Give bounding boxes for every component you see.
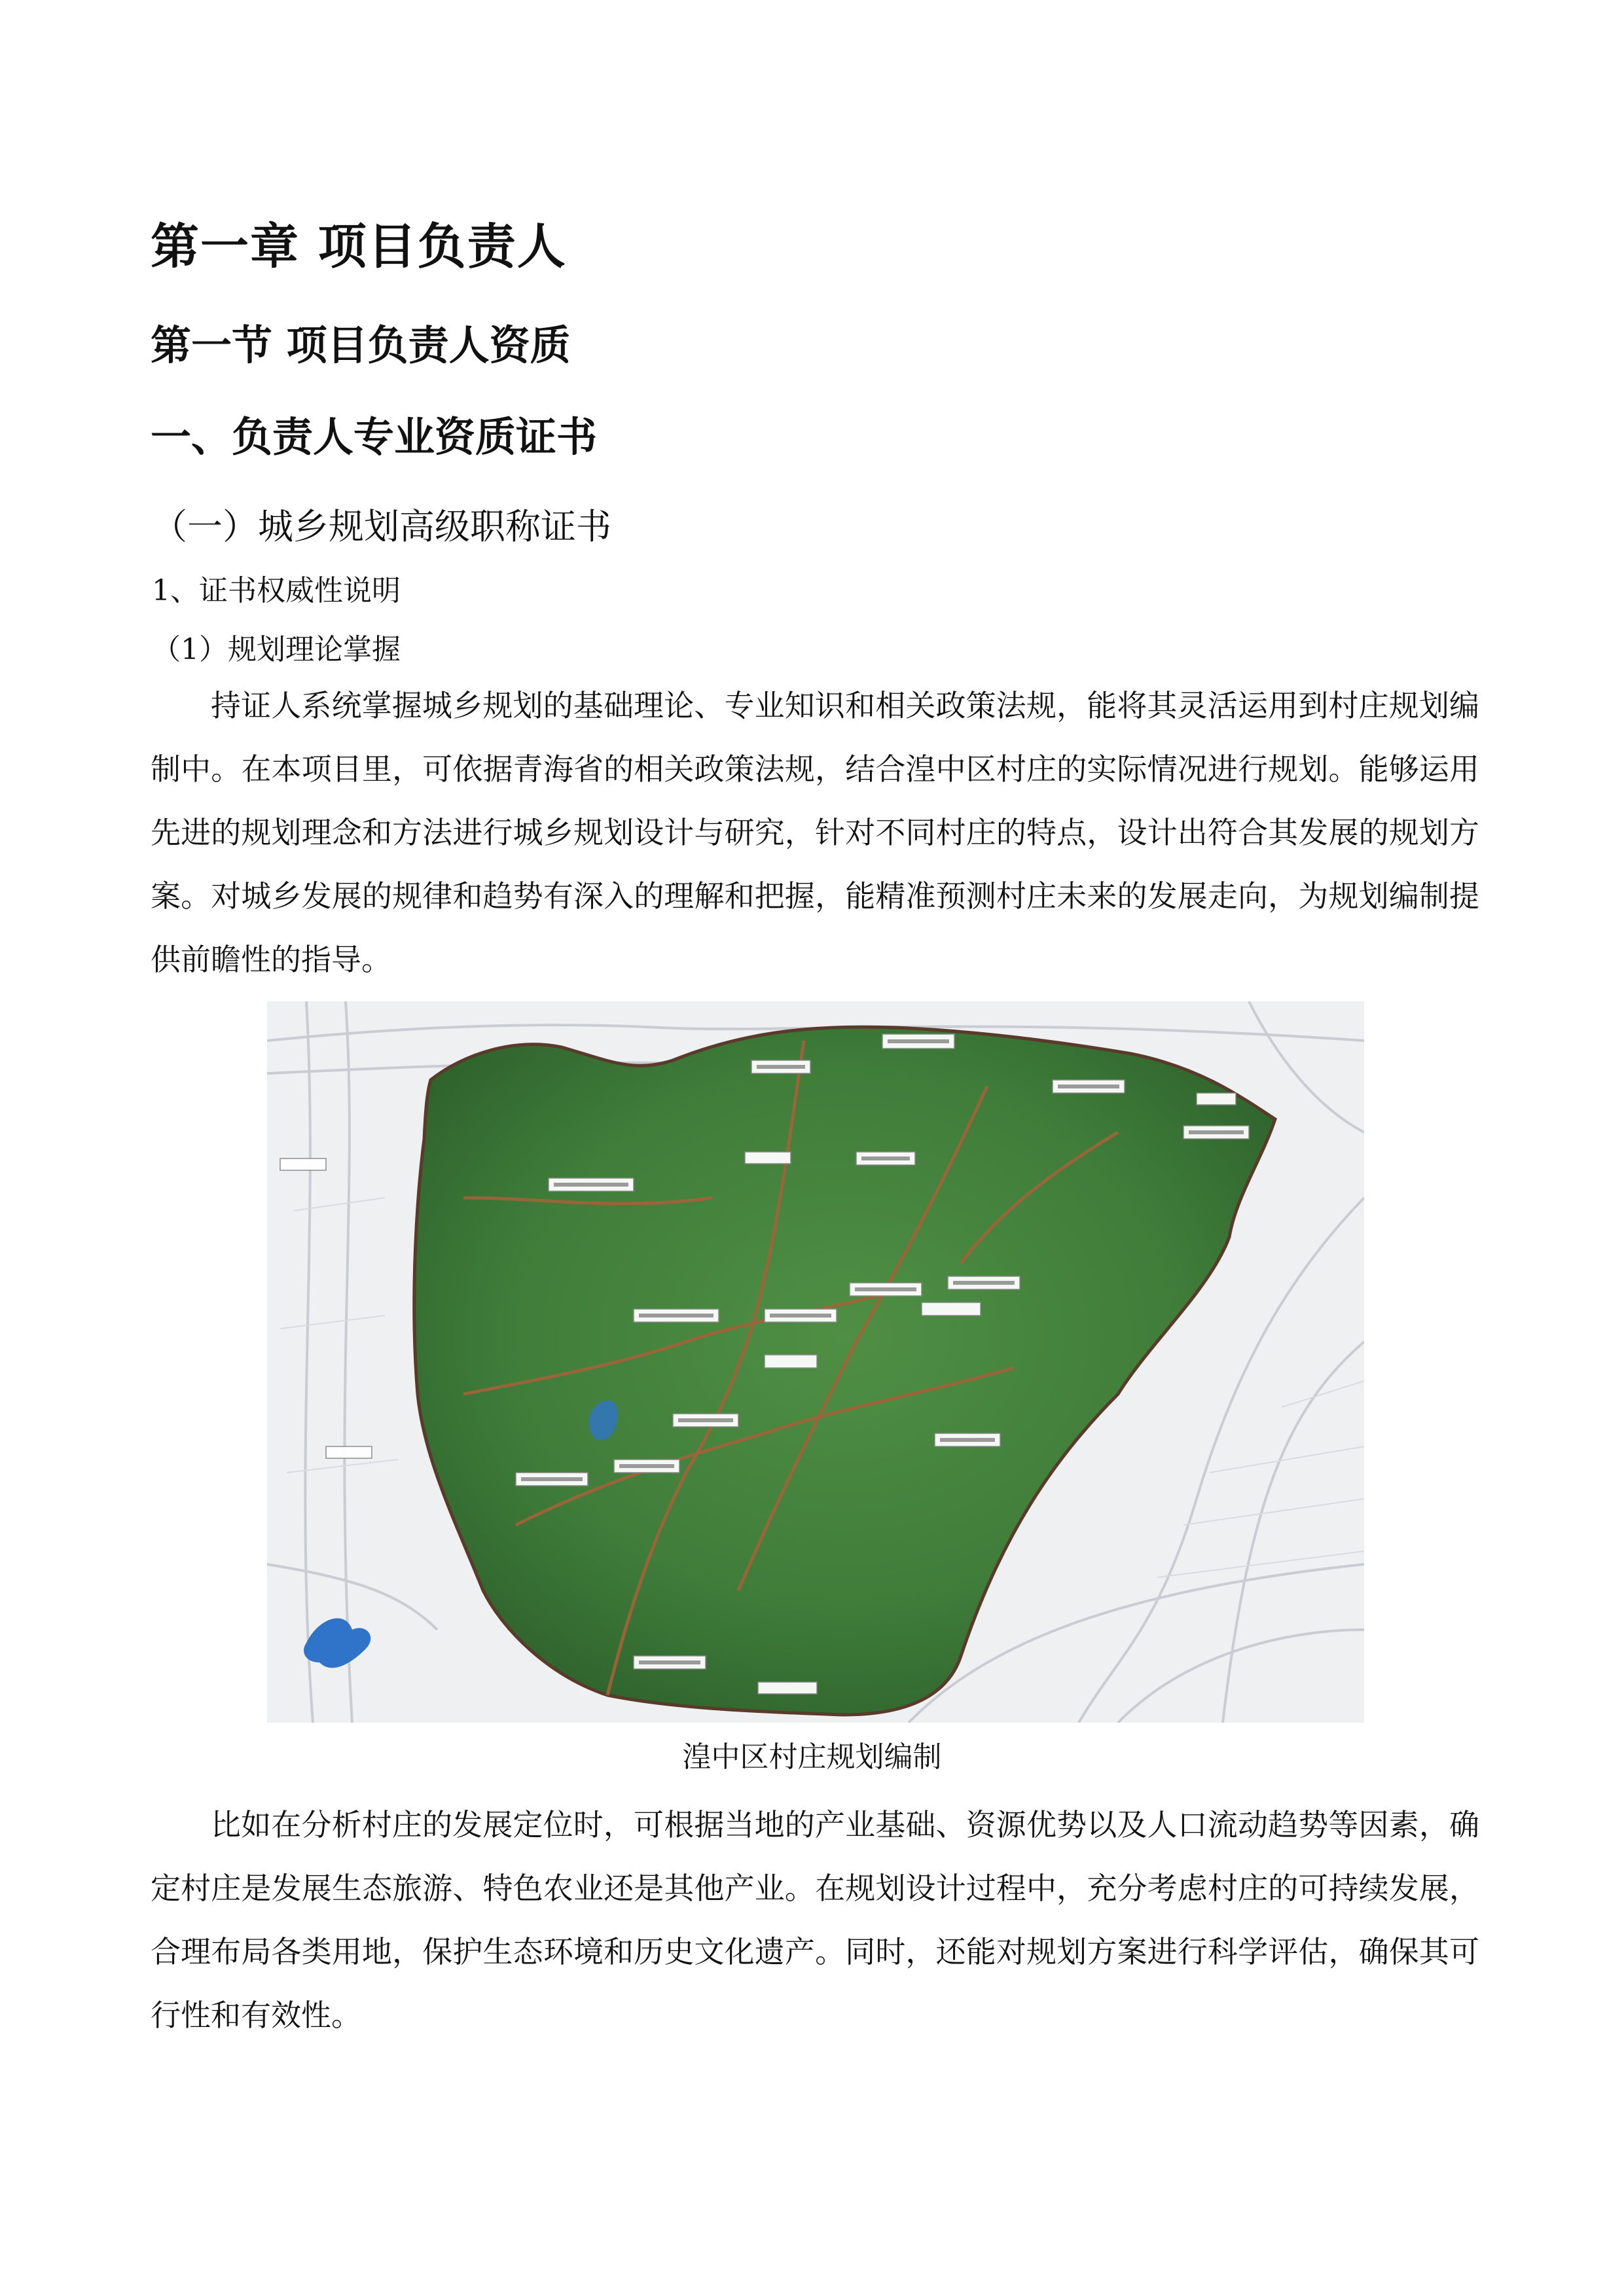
chapter-title: 第一章 项目负责人 (151, 219, 567, 275)
village-planning-map (267, 1001, 1364, 1723)
subitem-title: 1、证书权威性说明 (152, 574, 401, 607)
point-title: （1）规划理论掌握 (152, 633, 401, 666)
figure-caption: 湟中区村庄规划编制 (682, 1740, 942, 1774)
section-title: 第一节 项目负责人资质 (151, 321, 571, 369)
paragraph-development-positioning: 比如在分析村庄的发展定位时，可根据当地的产业基础、资源优势以及人口流动趋势等因素，确定村庄是发展生态旅游、特色农业还是其他产业。在规划设计过程中，充分考虑村庄的可持续发展，合理布局各类用地，保护生态环境和历史文化遗产。同时，还能对规划方案进行科学评估，确保其可行性和有效性。 (151, 1807, 1479, 2033)
paragraph-planning-theory: 持证人系统掌握城乡规划的基础理论、专业知识和相关政策法规，能将其灵活运用到村庄规划编制中。在本项目里，可依据青海省的相关政策法规，结合湟中区村庄的实际情况进行规划。能够运用先进的规划理念和方法进行城乡规划设计与研究，针对不同村庄的特点，设计出符合其发展的规划方案。对城乡发展的规律和趋势有深入的理解和把握，能精准预测村庄未来的发展走向，为规划编制提供前瞻性的指导。 (151, 688, 1479, 977)
item-title: （一）城乡规划高级职称证书 (152, 506, 611, 547)
subsection-title: 一、负责人专业资质证书 (151, 413, 598, 461)
